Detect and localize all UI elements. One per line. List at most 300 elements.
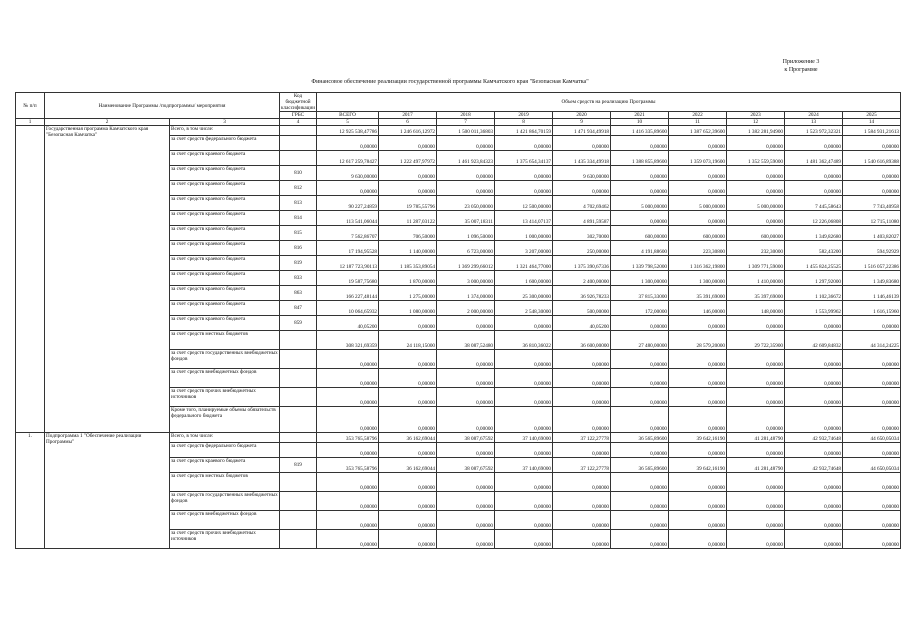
amount-year: 13 414,07137 bbox=[495, 211, 553, 226]
amount-year: 250,00000 bbox=[553, 241, 611, 256]
appendix-line-1: Приложение 3 bbox=[782, 59, 820, 65]
amount-total: 0,00000 bbox=[317, 530, 379, 549]
amount-year: 1 102,36672 bbox=[785, 286, 843, 301]
amount-year: 0,00000 bbox=[553, 181, 611, 196]
funding-source: за счет средств местных бюджетов bbox=[170, 331, 280, 350]
funding-source: за счет средств местных бюджетов bbox=[170, 473, 280, 492]
amount-year: 0,00000 bbox=[785, 530, 843, 549]
amount-year: 1 375 390,67336 bbox=[553, 256, 611, 271]
column-index: 4 bbox=[280, 119, 317, 126]
amount-total: 0,00000 bbox=[317, 350, 379, 369]
amount-year: 19 785,55796 bbox=[379, 196, 437, 211]
amount-year: 1 349,82680 bbox=[785, 226, 843, 241]
amount-total: 166 227,48144 bbox=[317, 286, 379, 301]
amount-year: 1 553,99962 bbox=[785, 301, 843, 316]
amount-year: 0,00000 bbox=[437, 511, 495, 530]
amount-year: 2 400,00000 bbox=[553, 271, 611, 286]
grbs-code: 814 bbox=[280, 211, 317, 226]
amount-year: 0,00000 bbox=[379, 136, 437, 151]
amount-year: 0,00000 bbox=[669, 369, 727, 388]
funding-source: за счет средств государственных внебюджетных фондов bbox=[170, 492, 280, 511]
amount-year: 0,00000 bbox=[669, 530, 727, 549]
amount-year: 0,00000 bbox=[553, 511, 611, 530]
funding-source: за счет средств краевого бюджета bbox=[170, 151, 280, 166]
amount-year: 1 523 972,32321 bbox=[785, 126, 843, 136]
amount-year: 1 352 559,59000 bbox=[727, 151, 785, 166]
amount-year: 0,00000 bbox=[495, 181, 553, 196]
header-year: 2020 bbox=[553, 112, 611, 119]
funding-source: за счет средств прочих внебюджетных источников bbox=[170, 388, 280, 407]
amount-year: 0,00000 bbox=[495, 350, 553, 369]
amount-year: 44 650,05034 bbox=[843, 458, 901, 473]
grbs-code: 859 bbox=[280, 316, 317, 331]
amount-year: 0,00000 bbox=[843, 407, 901, 433]
amount-year: 0,00000 bbox=[437, 316, 495, 331]
amount-year: 1 435 334,49918 bbox=[553, 151, 611, 166]
amount-year: 0,00000 bbox=[843, 369, 901, 388]
grbs-code: 833 bbox=[280, 271, 317, 286]
amount-year: 1 540 616,89388 bbox=[843, 151, 901, 166]
amount-total: 353 765,58796 bbox=[317, 433, 379, 443]
amount-year: 1 471 934,49918 bbox=[553, 126, 611, 136]
amount-year: 600,00000 bbox=[611, 226, 669, 241]
amount-year: 4 191,88600 bbox=[611, 241, 669, 256]
amount-year: 0,00000 bbox=[669, 166, 727, 181]
amount-year: 0,00000 bbox=[843, 388, 901, 407]
amount-year: 12 226,06808 bbox=[785, 211, 843, 226]
amount-year: 25 300,00000 bbox=[495, 286, 553, 301]
amount-year: 0,00000 bbox=[379, 316, 437, 331]
amount-year: 0,00000 bbox=[553, 407, 611, 433]
amount-year: 36 162,69044 bbox=[379, 458, 437, 473]
amount-year: 0,00000 bbox=[785, 316, 843, 331]
amount-year: 41 281,48790 bbox=[727, 433, 785, 443]
amount-year: 0,00000 bbox=[669, 443, 727, 458]
amount-year: 0,00000 bbox=[437, 473, 495, 492]
amount-year: 3 207,00000 bbox=[495, 241, 553, 256]
header-year: 2025 bbox=[843, 112, 901, 119]
grbs-code: 819 bbox=[280, 458, 317, 473]
amount-year: 0,00000 bbox=[379, 492, 437, 511]
amount-year: 0,00000 bbox=[843, 181, 901, 196]
amount-year: 0,00000 bbox=[553, 369, 611, 388]
amount-year: 0,00000 bbox=[495, 369, 553, 388]
grbs-code bbox=[280, 530, 317, 549]
amount-year: 1 375 654,34137 bbox=[495, 151, 553, 166]
amount-year: 37 122,27778 bbox=[553, 433, 611, 443]
amount-year: 40,05200 bbox=[553, 316, 611, 331]
amount-year: 1 222 497,97972 bbox=[379, 151, 437, 166]
amount-year: 0,00000 bbox=[379, 181, 437, 196]
amount-year: 0,00000 bbox=[553, 492, 611, 511]
amount-year: 0,00000 bbox=[843, 350, 901, 369]
grbs-code: 815 bbox=[280, 226, 317, 241]
amount-year: 0,00000 bbox=[843, 473, 901, 492]
grbs-code: 847 bbox=[280, 301, 317, 316]
funding-source: за счет средств краевого бюджета bbox=[170, 316, 280, 331]
grbs-code bbox=[280, 407, 317, 433]
amount-year: 0,00000 bbox=[437, 443, 495, 458]
amount-year: 41 281,48790 bbox=[727, 458, 785, 473]
amount-year: 600,00000 bbox=[669, 226, 727, 241]
amount-year: 0,00000 bbox=[437, 492, 495, 511]
amount-year: 6 723,00000 bbox=[437, 241, 495, 256]
amount-year: 0,00000 bbox=[437, 530, 495, 549]
amount-year: 0,00000 bbox=[785, 473, 843, 492]
financing-table-body bbox=[16, 126, 901, 549]
amount-year: 706,50000 bbox=[379, 226, 437, 241]
section-number bbox=[16, 126, 45, 433]
column-index: 2 bbox=[45, 119, 170, 126]
amount-year: 0,00000 bbox=[379, 350, 437, 369]
amount-year: 600,00000 bbox=[727, 226, 785, 241]
amount-year: 1 387 652,39600 bbox=[669, 126, 727, 136]
amount-year: 0,00000 bbox=[785, 350, 843, 369]
amount-year: 0,00000 bbox=[669, 511, 727, 530]
column-index: 11 bbox=[669, 119, 727, 126]
header-no: № п/п bbox=[16, 93, 45, 119]
amount-year: 0,00000 bbox=[379, 511, 437, 530]
amount-year: 0,00000 bbox=[611, 166, 669, 181]
amount-year: 0,00000 bbox=[785, 492, 843, 511]
header-year: 2023 bbox=[727, 112, 785, 119]
amount-year: 1 339 798,52000 bbox=[611, 256, 669, 271]
amount-year: 24 118,15000 bbox=[379, 331, 437, 350]
column-index: 12 bbox=[727, 119, 785, 126]
amount-year: 0,00000 bbox=[495, 511, 553, 530]
grbs-code bbox=[280, 492, 317, 511]
amount-year: 38 087,67592 bbox=[437, 458, 495, 473]
amount-year: 0,00000 bbox=[843, 511, 901, 530]
funding-source: за счет средств краевого бюджета bbox=[170, 166, 280, 181]
funding-source: за счет средств краевого бюджета bbox=[170, 226, 280, 241]
header-total: ВСЕГО bbox=[317, 112, 379, 119]
amount-total: 0,00000 bbox=[317, 473, 379, 492]
amount-total: 17 194,95528 bbox=[317, 241, 379, 256]
column-index: 10 bbox=[611, 119, 669, 126]
amount-total: 10 064,65932 bbox=[317, 301, 379, 316]
amount-year: 0,00000 bbox=[553, 350, 611, 369]
amount-year: 37 815,33000 bbox=[611, 286, 669, 301]
amount-year: 36 565,89600 bbox=[611, 458, 669, 473]
amount-year: 1 388 855,89600 bbox=[611, 151, 669, 166]
grbs-code bbox=[280, 443, 317, 458]
amount-total: 12 617 259,78427 bbox=[317, 151, 379, 166]
amount-year: 36 565,89600 bbox=[611, 433, 669, 443]
amount-year: 0,00000 bbox=[495, 530, 553, 549]
amount-year: 1 616,15960 bbox=[843, 301, 901, 316]
amount-year: 42 932,74648 bbox=[785, 458, 843, 473]
amount-total: 353 765,58796 bbox=[317, 458, 379, 473]
amount-year: 0,00000 bbox=[669, 492, 727, 511]
grbs-code bbox=[280, 433, 317, 443]
amount-year: 0,00000 bbox=[611, 136, 669, 151]
amount-year: 3 000,00000 bbox=[437, 271, 495, 286]
amount-year: 0,00000 bbox=[611, 316, 669, 331]
header-volume: Объем средств на реализацию Программы bbox=[317, 93, 901, 112]
amount-year: 1 080,00000 bbox=[379, 301, 437, 316]
amount-year: 0,00000 bbox=[437, 388, 495, 407]
amount-year: 1 349,83680 bbox=[843, 271, 901, 286]
column-index: 9 bbox=[553, 119, 611, 126]
amount-year: 0,00000 bbox=[785, 181, 843, 196]
amount-total: 113 541,06044 bbox=[317, 211, 379, 226]
amount-year: 0,00000 bbox=[611, 473, 669, 492]
amount-year: 1 500 011,36803 bbox=[437, 126, 495, 136]
amount-year: 5 000,00000 bbox=[727, 196, 785, 211]
funding-source: за счет средств внебюджетных фондов bbox=[170, 511, 280, 530]
amount-year: 500,00000 bbox=[553, 301, 611, 316]
amount-year: 1 297,92000 bbox=[785, 271, 843, 286]
header-year: 2021 bbox=[611, 112, 669, 119]
amount-year: 0,00000 bbox=[437, 166, 495, 181]
amount-year: 1 870,00000 bbox=[379, 271, 437, 286]
amount-year: 4 702,69462 bbox=[553, 196, 611, 211]
funding-source: за счет средств краевого бюджета bbox=[170, 181, 280, 196]
column-index: 6 bbox=[379, 119, 437, 126]
amount-year: 0,00000 bbox=[727, 316, 785, 331]
financing-table bbox=[15, 92, 901, 549]
grbs-code bbox=[280, 331, 317, 350]
amount-year: 42 932,74648 bbox=[785, 433, 843, 443]
amount-year: 39 642,16190 bbox=[669, 433, 727, 443]
grbs-code bbox=[280, 350, 317, 369]
amount-year: 37 122,27778 bbox=[553, 458, 611, 473]
grbs-code: 816 bbox=[280, 241, 317, 256]
amount-year: 0,00000 bbox=[727, 166, 785, 181]
amount-year: 0,00000 bbox=[379, 407, 437, 433]
amount-year: 1 369 299,66012 bbox=[437, 256, 495, 271]
amount-year: 1 600,00000 bbox=[495, 271, 553, 286]
amount-year: 0,00000 bbox=[727, 511, 785, 530]
column-index: 8 bbox=[495, 119, 553, 126]
funding-source: за счет средств краевого бюджета bbox=[170, 196, 280, 211]
grbs-code bbox=[280, 511, 317, 530]
header-grbs: ГРБС bbox=[280, 112, 317, 119]
amount-year: 1 481 362,47489 bbox=[785, 151, 843, 166]
amount-year: 1 309 771,59000 bbox=[727, 256, 785, 271]
amount-year: 7 445,58643 bbox=[785, 196, 843, 211]
amount-year: 1 316 362,19800 bbox=[669, 256, 727, 271]
amount-year: 1 275,00000 bbox=[379, 286, 437, 301]
amount-year: 0,00000 bbox=[669, 136, 727, 151]
amount-year: 0,00000 bbox=[843, 166, 901, 181]
amount-year: 27 480,00000 bbox=[611, 331, 669, 350]
amount-year: 0,00000 bbox=[669, 388, 727, 407]
funding-source: за счет средств краевого бюджета bbox=[170, 211, 280, 226]
funding-source: за счет средств краевого бюджета bbox=[170, 256, 280, 271]
amount-year: 0,00000 bbox=[553, 473, 611, 492]
amount-year: 0,00000 bbox=[437, 136, 495, 151]
amount-year: 44 314,24225 bbox=[843, 331, 901, 350]
amount-year: 0,00000 bbox=[843, 443, 901, 458]
funding-source: за счет средств федерального бюджета bbox=[170, 443, 280, 458]
amount-total: 19 587,75680 bbox=[317, 271, 379, 286]
amount-total: 0,00000 bbox=[317, 407, 379, 433]
amount-year: 0,00000 bbox=[495, 316, 553, 331]
amount-year: 0,00000 bbox=[553, 136, 611, 151]
amount-year: 0,00000 bbox=[379, 369, 437, 388]
table-row bbox=[16, 126, 901, 136]
amount-year: 0,00000 bbox=[611, 511, 669, 530]
amount-year: 0,00000 bbox=[727, 473, 785, 492]
amount-year: 0,00000 bbox=[437, 350, 495, 369]
funding-source: за счет средств федерального бюджета bbox=[170, 136, 280, 151]
amount-year: 23 050,00000 bbox=[437, 196, 495, 211]
grbs-code: 810 bbox=[280, 166, 317, 181]
amount-year: 0,00000 bbox=[785, 511, 843, 530]
amount-year: 1 410,00000 bbox=[727, 271, 785, 286]
amount-year: 0,00000 bbox=[727, 211, 785, 226]
amount-year: 0,00000 bbox=[727, 388, 785, 407]
amount-year: 1 403,82027 bbox=[843, 226, 901, 241]
amount-year: 1 146,46139 bbox=[843, 286, 901, 301]
amount-year: 172,00000 bbox=[611, 301, 669, 316]
amount-total: 308 321,69359 bbox=[317, 331, 379, 350]
funding-source: за счет средств внебюджетных фондов bbox=[170, 369, 280, 388]
amount-year: 0,00000 bbox=[843, 136, 901, 151]
grbs-code: 813 bbox=[280, 196, 317, 211]
funding-source: Кроме того, планируемые объемы обязательств федерального бюджета bbox=[170, 407, 280, 433]
amount-year: 0,00000 bbox=[727, 181, 785, 196]
amount-total: 40,05200 bbox=[317, 316, 379, 331]
amount-total: 7 562,86707 bbox=[317, 226, 379, 241]
amount-year: 0,00000 bbox=[379, 530, 437, 549]
appendix-label bbox=[760, 58, 842, 74]
header-year: 2022 bbox=[669, 112, 727, 119]
amount-total: 0,00000 bbox=[317, 511, 379, 530]
amount-year: 38 087,52480 bbox=[437, 331, 495, 350]
grbs-code bbox=[280, 126, 317, 136]
amount-year: 0,00000 bbox=[437, 181, 495, 196]
amount-year: 44 650,05034 bbox=[843, 433, 901, 443]
amount-year: 0,00000 bbox=[669, 473, 727, 492]
section-name: Государственная программа Камчатского края "Безопасная Камчатка" bbox=[45, 126, 170, 433]
header-year: 2024 bbox=[785, 112, 843, 119]
amount-year: 1 455 824,25525 bbox=[785, 256, 843, 271]
amount-year: 0,00000 bbox=[611, 407, 669, 433]
amount-year: 0,00000 bbox=[727, 443, 785, 458]
amount-year: 0,00000 bbox=[785, 443, 843, 458]
amount-year: 0,00000 bbox=[843, 530, 901, 549]
funding-source: за счет средств краевого бюджета bbox=[170, 271, 280, 286]
column-index: 5 bbox=[317, 119, 379, 126]
amount-year: 1 359 073,19600 bbox=[669, 151, 727, 166]
amount-year: 0,00000 bbox=[785, 407, 843, 433]
header-year: 2017 bbox=[379, 112, 437, 119]
amount-year: 12 715,11080 bbox=[843, 211, 901, 226]
amount-year: 38 087,67592 bbox=[437, 433, 495, 443]
column-index: 7 bbox=[437, 119, 495, 126]
amount-year: 9 630,00000 bbox=[553, 166, 611, 181]
funding-source: Всего, в том числе: bbox=[170, 126, 280, 136]
grbs-code: 863 bbox=[280, 286, 317, 301]
amount-year: 0,00000 bbox=[727, 530, 785, 549]
amount-year: 0,00000 bbox=[611, 369, 669, 388]
amount-year: 0,00000 bbox=[727, 492, 785, 511]
amount-year: 36 162,69044 bbox=[379, 433, 437, 443]
amount-year: 35 397,69000 bbox=[727, 286, 785, 301]
amount-year: 0,00000 bbox=[379, 388, 437, 407]
grbs-code bbox=[280, 151, 317, 166]
amount-year: 0,00000 bbox=[553, 530, 611, 549]
amount-year: 0,00000 bbox=[611, 211, 669, 226]
amount-year: 0,00000 bbox=[553, 388, 611, 407]
amount-year: 0,00000 bbox=[437, 369, 495, 388]
amount-year: 594,92929 bbox=[843, 241, 901, 256]
amount-year: 0,00000 bbox=[727, 136, 785, 151]
amount-year: 0,00000 bbox=[379, 443, 437, 458]
section-name: Подпрограмма 1 "Обеспечение реализации Программы" bbox=[45, 433, 170, 549]
amount-year: 0,00000 bbox=[495, 443, 553, 458]
amount-year: 5 000,00000 bbox=[611, 196, 669, 211]
funding-source: за счет средств государственных внебюджетных фондов bbox=[170, 350, 280, 369]
amount-year: 1 321 464,77000 bbox=[495, 256, 553, 271]
amount-year: 29 722,35900 bbox=[727, 331, 785, 350]
amount-year: 0,00000 bbox=[727, 407, 785, 433]
amount-total: 0,00000 bbox=[317, 136, 379, 151]
amount-total: 12 925 538,47786 bbox=[317, 126, 379, 136]
header-name: Наименование Программы /подпрограммы/ мероприятия bbox=[45, 93, 280, 119]
column-index: 14 bbox=[843, 119, 901, 126]
amount-year: 0,00000 bbox=[727, 350, 785, 369]
header-year: 2018 bbox=[437, 112, 495, 119]
grbs-code bbox=[280, 473, 317, 492]
amount-year: 0,00000 bbox=[669, 181, 727, 196]
amount-year: 0,00000 bbox=[553, 443, 611, 458]
amount-year: 37 140,69000 bbox=[495, 433, 553, 443]
amount-year: 0,00000 bbox=[379, 473, 437, 492]
document-title: Финансовое обеспечение реализации государственной программы Камчатского края "Безопасная Камчатка" bbox=[311, 79, 589, 85]
amount-year: 232,30000 bbox=[727, 241, 785, 256]
amount-total: 0,00000 bbox=[317, 369, 379, 388]
grbs-code: 819 bbox=[280, 256, 317, 271]
amount-year: 0,00000 bbox=[611, 388, 669, 407]
section-number: 1. bbox=[16, 433, 45, 549]
amount-year: 35 007,18311 bbox=[437, 211, 495, 226]
amount-total: 0,00000 bbox=[317, 388, 379, 407]
amount-year: 1 096,50000 bbox=[437, 226, 495, 241]
amount-year: 5 000,00000 bbox=[669, 196, 727, 211]
amount-year: 1 516 057,22386 bbox=[843, 256, 901, 271]
amount-year: 12 500,00000 bbox=[495, 196, 553, 211]
grbs-code: 812 bbox=[280, 181, 317, 196]
amount-year: 0,00000 bbox=[611, 443, 669, 458]
amount-year: 0,00000 bbox=[495, 492, 553, 511]
amount-year: 37 140,69000 bbox=[495, 458, 553, 473]
funding-source: за счет средств прочих внебюджетных источников bbox=[170, 530, 280, 549]
amount-year: 1 246 616,12972 bbox=[379, 126, 437, 136]
header-year: 2019 bbox=[495, 112, 553, 119]
amount-total: 0,00000 bbox=[317, 181, 379, 196]
amount-year: 0,00000 bbox=[611, 350, 669, 369]
funding-source: за счет средств краевого бюджета bbox=[170, 458, 280, 473]
grbs-code bbox=[280, 369, 317, 388]
amount-year: 1 300,00000 bbox=[611, 271, 669, 286]
amount-year: 1 382 281,94900 bbox=[727, 126, 785, 136]
amount-year: 0,00000 bbox=[669, 316, 727, 331]
amount-year: 0,00000 bbox=[495, 388, 553, 407]
amount-year: 0,00000 bbox=[843, 492, 901, 511]
amount-year: 39 642,16190 bbox=[669, 458, 727, 473]
amount-year: 0,00000 bbox=[495, 407, 553, 433]
amount-year: 0,00000 bbox=[669, 211, 727, 226]
amount-year: 0,00000 bbox=[611, 492, 669, 511]
amount-year: 1 140,00000 bbox=[379, 241, 437, 256]
column-index: 1 bbox=[16, 119, 45, 126]
amount-year: 0,00000 bbox=[843, 316, 901, 331]
table-row bbox=[16, 433, 901, 443]
